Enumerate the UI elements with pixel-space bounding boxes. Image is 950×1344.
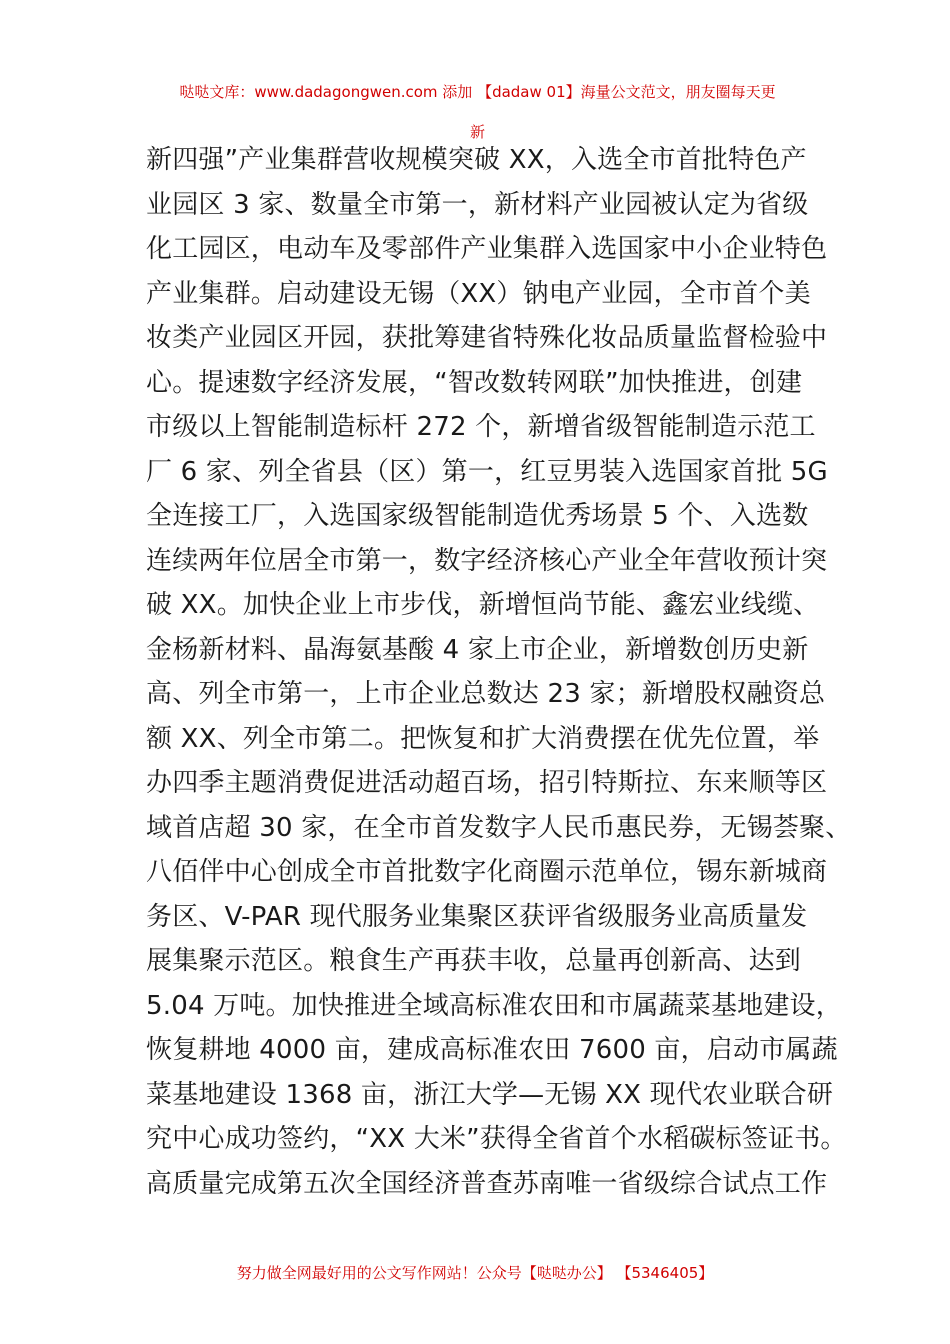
body-line: 连续两年位居全市第一，数字经济核心产业全年营收预计突 bbox=[146, 545, 828, 576]
body-line: 额 XX、列全市第二。把恢复和扩大消费摆在优先位置，举 bbox=[146, 723, 820, 754]
body-line: 金杨新材料、晶海氨基酸 4 家上市企业，新增数创历史新 bbox=[146, 634, 809, 665]
watermark-footer: 努力做全网最好用的公文写作网站！公众号【哒哒办公】 【5346405】 bbox=[236, 1264, 714, 1282]
body-line: 务区、V-PAR 现代服务业集聚区获评省级服务业高质量发 bbox=[146, 901, 808, 932]
body-line: 高质量完成第五次全国经济普查苏南唯一省级综合试点工作 bbox=[146, 1168, 828, 1199]
body-line: 破 XX。加快企业上市步伐，新增恒尚节能、鑫宏业线缆、 bbox=[146, 590, 820, 620]
body-line: 展集聚示范区。粮食生产再获丰收，总量再创新高、达到 bbox=[146, 946, 802, 976]
body-line: 妆类产业园区开园，获批筹建省特殊化妆品质量监督检验中 bbox=[146, 323, 828, 353]
body-line: 新四强”产业集群营收规模突破 XX，入选全市首批特色产 bbox=[146, 145, 807, 175]
body-line: 域首店超 30 家，在全市首发数字人民币惠民券，无锡荟聚、 bbox=[146, 812, 852, 843]
header-line-2: 新 bbox=[469, 123, 485, 141]
body-line: 市级以上智能制造标杆 272 个，新增省级智能制造示范工 bbox=[146, 412, 816, 442]
body-line: 全连接工厂，入选国家级智能制造优秀场景 5 个、入选数 bbox=[146, 501, 809, 531]
document-body bbox=[146, 138, 852, 1206]
body-line: 高、列全市第一，上市企业总数达 23 家；新增股权融资总 bbox=[146, 679, 826, 709]
body-line: 究中心成功签约，“XX 大米”获得全省首个水稻碳标签证书。 bbox=[146, 1124, 847, 1154]
body-line: 心。提速数字经济发展，“智改数转网联”加快推进，创建 bbox=[146, 367, 803, 398]
body-line: 5.04 万吨。加快推进全域高标准农田和市属蔬菜基地建设， bbox=[146, 990, 842, 1021]
body-line: 业园区 3 家、数量全市第一，新材料产业园被认定为省级 bbox=[146, 189, 809, 220]
body-line: 八佰伴中心创成全市首批数字化商圈示范单位，锡东新城商 bbox=[146, 857, 828, 887]
body-line: 办四季主题消费促进活动超百场，招引特斯拉、东来顺等区 bbox=[146, 768, 828, 798]
body-line: 产业集群。启动建设无锡（XX）钠电产业园，全市首个美 bbox=[146, 278, 811, 309]
body-line: 菜基地建设 1368 亩，浙江大学—无锡 XX 现代农业联合研 bbox=[146, 1079, 834, 1110]
body-line: 化工园区，电动车及零部件产业集群入选国家中小企业特色 bbox=[146, 234, 828, 264]
header-line-1: 哒哒文库：www.dadagongwen.com 添加 【dadaw 01】海量公文范文，朋友圈每天更 bbox=[179, 83, 776, 101]
body-line: 恢复耕地 4000 亩，建成高标准农田 7600 亩，启动市属蔬 bbox=[146, 1035, 838, 1065]
body-line: 厂 6 家、列全省县（区）第一，红豆男装入选国家首批 5G bbox=[146, 456, 828, 487]
